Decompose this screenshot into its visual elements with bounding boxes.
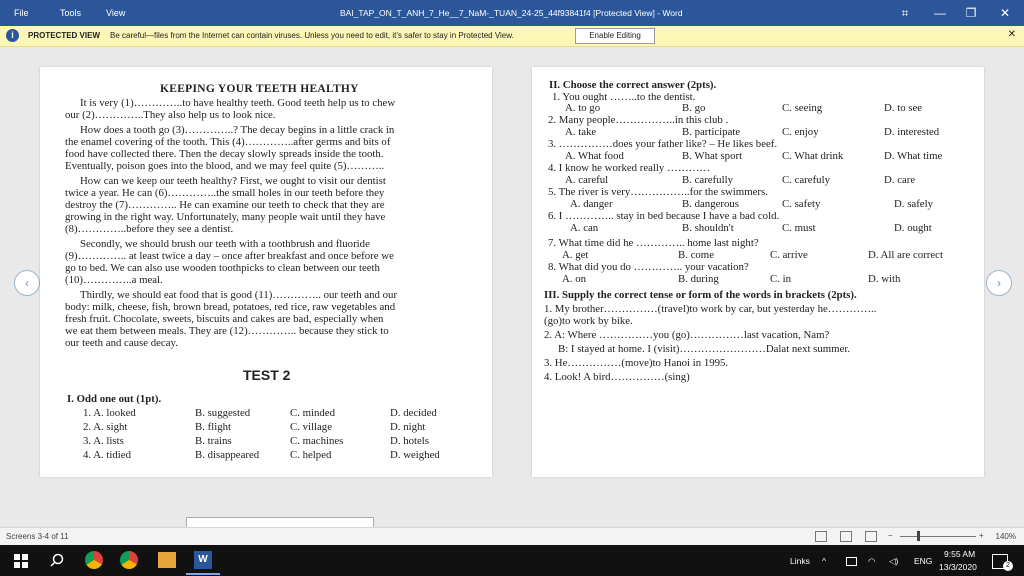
odd-option: D. decided xyxy=(390,407,437,419)
active-app-indicator xyxy=(186,573,220,575)
passage-line: Eventually, poison goes into the blood, and we may feel quite (5)……….. xyxy=(65,160,385,172)
passage-line: Secondly, we should brush our teeth with a toothbrush and fluoride xyxy=(80,238,370,250)
answer-option: C. arrive xyxy=(770,249,808,261)
answer-option: B. participate xyxy=(682,126,741,138)
exercise-line: 2. A: Where ……………you (go)……………last vacation, Nam? xyxy=(544,329,830,341)
exercise-line: 3. He……………(move)to Hanoi in 1995. xyxy=(544,357,729,369)
exercise-line: (go)to work by bike. xyxy=(544,315,633,327)
clock-time[interactable]: 9:55 AM xyxy=(944,549,976,559)
question: 7. What time did he ………….. home last night? xyxy=(548,237,759,249)
language-indicator[interactable]: ENG xyxy=(914,556,933,566)
zoom-in-button[interactable]: + xyxy=(979,531,984,540)
passage-heading: KEEPING YOUR TEETH HEALTHY xyxy=(160,83,359,95)
exercise-line: 1. My brother……………(travel)to work by car, but yesterday he………….. xyxy=(544,303,877,315)
notification-count-badge: 2 xyxy=(1003,561,1013,571)
odd-option: C. helped xyxy=(290,449,332,461)
zoom-out-button[interactable]: − xyxy=(888,531,893,540)
question: 6. I ………….. stay in bed because I have a bad cold. xyxy=(548,210,780,222)
chevron-up-icon[interactable]: ^ xyxy=(822,556,826,566)
chrome-icon[interactable] xyxy=(120,551,138,569)
passage-line: (10)…………..a meal. xyxy=(65,274,163,286)
section-2-title: II. Choose the correct answer (2pts). xyxy=(549,79,717,91)
page-counter: Screens 3-4 of 11 xyxy=(6,532,69,541)
windows-start-icon[interactable] xyxy=(14,554,28,568)
close-button[interactable]: ✕ xyxy=(999,6,1011,20)
answer-option: B. shouldn't xyxy=(682,222,734,234)
answer-option: D. care xyxy=(884,174,916,186)
answer-option: C. carefuly xyxy=(782,174,830,186)
passage-line: destroy the (7)………….. He can examine our teeth to check that they are xyxy=(65,199,385,211)
minimize-button[interactable]: — xyxy=(934,6,946,20)
question: 5. The river is very……………..for the swimmers. xyxy=(548,186,768,198)
info-icon: i xyxy=(6,29,19,42)
odd-option: 3. A. lists xyxy=(83,435,124,447)
passage-line: the enamel covering of the tooth. This (4)…………..after germs and bits of xyxy=(65,136,391,148)
answer-option: D. What time xyxy=(884,150,943,162)
odd-option: D. night xyxy=(390,421,426,433)
restore-button[interactable]: ❐ xyxy=(965,6,977,20)
clock-date[interactable]: 13/3/2020 xyxy=(939,562,977,572)
next-screen-button[interactable]: › xyxy=(986,270,1012,296)
answer-option: C. in xyxy=(770,273,791,285)
answer-option: B. during xyxy=(678,273,719,285)
odd-option: B. disappeared xyxy=(195,449,260,461)
display-options-icon[interactable]: ⌗ xyxy=(901,6,909,20)
file-explorer-icon[interactable] xyxy=(158,552,176,568)
passage-line: body: milk, cheese, fish, brown bread, potatoes, red rice, raw vegetables and xyxy=(65,301,396,313)
wifi-icon[interactable]: ◠ xyxy=(868,556,876,566)
answer-option: B. carefully xyxy=(682,174,733,186)
passage-line: growing in the right way. Unfortunately, many people wait until they have xyxy=(65,211,386,223)
odd-option: C. village xyxy=(290,421,332,433)
passage-line: our (2)…………..They also help us to look nice. xyxy=(65,109,276,121)
answer-option: D. interested xyxy=(884,126,940,138)
answer-option: D. safely xyxy=(894,198,933,210)
odd-one-out-title: I. Odd one out (1pt). xyxy=(67,393,162,405)
answer-option: A. take xyxy=(565,126,597,138)
odd-option: B. flight xyxy=(195,421,231,433)
odd-option: B. suggested xyxy=(195,407,251,419)
title-bar xyxy=(0,0,1024,26)
chrome-icon[interactable] xyxy=(85,551,103,569)
answer-option: D. with xyxy=(868,273,901,285)
answer-option: A. on xyxy=(562,273,586,285)
battery-icon[interactable] xyxy=(846,557,857,566)
answer-option: B. What sport xyxy=(682,150,743,162)
passage-line: our teeth and cause decay. xyxy=(65,337,178,349)
zoom-slider-handle[interactable] xyxy=(917,531,920,541)
exercise-line: 4. Look! A bird……………(sing) xyxy=(544,371,690,383)
passage-line: (9)………….. at least twice a day – once after breakfast and once before we xyxy=(65,250,394,262)
search-icon[interactable] xyxy=(50,553,64,567)
zoom-slider[interactable] xyxy=(900,536,976,537)
question: 8. What did you do ………….. your vacation? xyxy=(548,261,749,273)
answer-option: D. to see xyxy=(884,102,923,114)
answer-option: A. get xyxy=(562,249,589,261)
odd-option: C. machines xyxy=(290,435,344,447)
print-layout-icon[interactable] xyxy=(840,531,852,542)
passage-line: twice a year. He can (6)…………..the small holes in our teeth before they xyxy=(65,187,385,199)
answer-option: D. ought xyxy=(894,222,932,234)
answer-option: A. to go xyxy=(565,102,601,114)
test-title: TEST 2 xyxy=(243,367,291,383)
web-layout-icon[interactable] xyxy=(865,531,877,542)
question: 3. ……………does your father like? – He likes beef. xyxy=(548,138,778,150)
passage-line: go to bed. We can also use wooden toothpicks to clean between our teeth xyxy=(65,262,380,274)
answer-option: C. safety xyxy=(782,198,821,210)
answer-option: A. danger xyxy=(570,198,613,210)
answer-option: B. come xyxy=(678,249,714,261)
document-title: BAI_TAP_ON_T_ANH_7_He__7_NaM-_TUAN_24-25_44f93841f4 [Protected View] - Word xyxy=(340,8,683,18)
taskbar xyxy=(0,545,1024,576)
answer-option: B. dangerous xyxy=(682,198,739,210)
menu-file[interactable]: File xyxy=(14,8,29,18)
passage-line: we eat them between meals. They are (12)………….. because they stick to xyxy=(65,325,389,337)
odd-option: B. trains xyxy=(195,435,232,447)
links-toolbar[interactable]: Links xyxy=(790,556,810,566)
protected-view-label: PROTECTED VIEW xyxy=(28,31,101,40)
answer-option: B. go xyxy=(682,102,706,114)
odd-option: D. weighed xyxy=(390,449,440,461)
passage-line: Thirdly, we should eat food that is good (11)………….. our teeth and our xyxy=(80,289,398,301)
word-icon[interactable]: W xyxy=(194,551,212,569)
answer-option: A. careful xyxy=(565,174,609,186)
question: 2. Many people……………..in this club . xyxy=(548,114,729,126)
protected-view-message: Be careful—files from the Internet can contain viruses. Unless you need to edit, it's safer to stay in Protected View. xyxy=(110,31,514,40)
answer-option: C. What drink xyxy=(782,150,844,162)
protected-view-bar xyxy=(0,26,1024,47)
answer-option: D. All are correct xyxy=(868,249,943,261)
odd-option: C. minded xyxy=(290,407,335,419)
menu-view[interactable]: View xyxy=(106,8,126,18)
answer-option: C. seeing xyxy=(782,102,823,114)
enable-editing-button[interactable]: Enable Editing xyxy=(575,28,655,44)
odd-option: 4. A. tidied xyxy=(83,449,131,461)
passage-line: It is very (1)…………..to have healthy teeth. Good teeth help us to chew xyxy=(80,97,396,109)
menu-tools[interactable]: Tools xyxy=(60,8,82,18)
question: 1. You ought ……..to the dentist. xyxy=(552,91,696,103)
section-3-title: III. Supply the correct tense or form of the words in brackets (2pts). xyxy=(544,289,857,301)
passage-line: How does a tooth go (3)…………..? The decay begins in a little crack in xyxy=(80,124,395,136)
close-bar-icon[interactable]: ✕ xyxy=(1007,29,1016,40)
exercise-line: B: I stayed at home. I (visit)……………………Dalat next summer. xyxy=(558,343,851,355)
odd-option: 1. A. looked xyxy=(83,407,136,419)
volume-icon[interactable]: ◁) xyxy=(889,556,899,566)
left-page xyxy=(40,67,492,477)
question: 4. I know he worked really ………… xyxy=(548,162,711,174)
passage-line: How can we keep our teeth healthy? First, we ought to visit our dentist xyxy=(80,175,386,187)
answer-option: A. What food xyxy=(565,150,624,162)
passage-line: (8)…………..before they see a dentist. xyxy=(65,223,234,235)
answer-option: C. must xyxy=(782,222,816,234)
odd-option: D. hotels xyxy=(390,435,429,447)
answer-option: A. can xyxy=(570,222,599,234)
status-bar xyxy=(0,527,1024,545)
passage-line: food have collected there. Then the decay slowly spreads inside the tooth. xyxy=(65,148,384,160)
right-page xyxy=(532,67,984,477)
previous-screen-button[interactable]: ‹ xyxy=(14,270,40,296)
zoom-level[interactable]: 140% xyxy=(995,532,1016,541)
read-mode-icon[interactable] xyxy=(815,531,827,542)
answer-option: C. enjoy xyxy=(782,126,819,138)
passage-line: fresh fruit. Chocolate, sweets, biscuits and cakes are bad, especially when xyxy=(65,313,384,325)
odd-option: 2. A. sight xyxy=(83,421,128,433)
